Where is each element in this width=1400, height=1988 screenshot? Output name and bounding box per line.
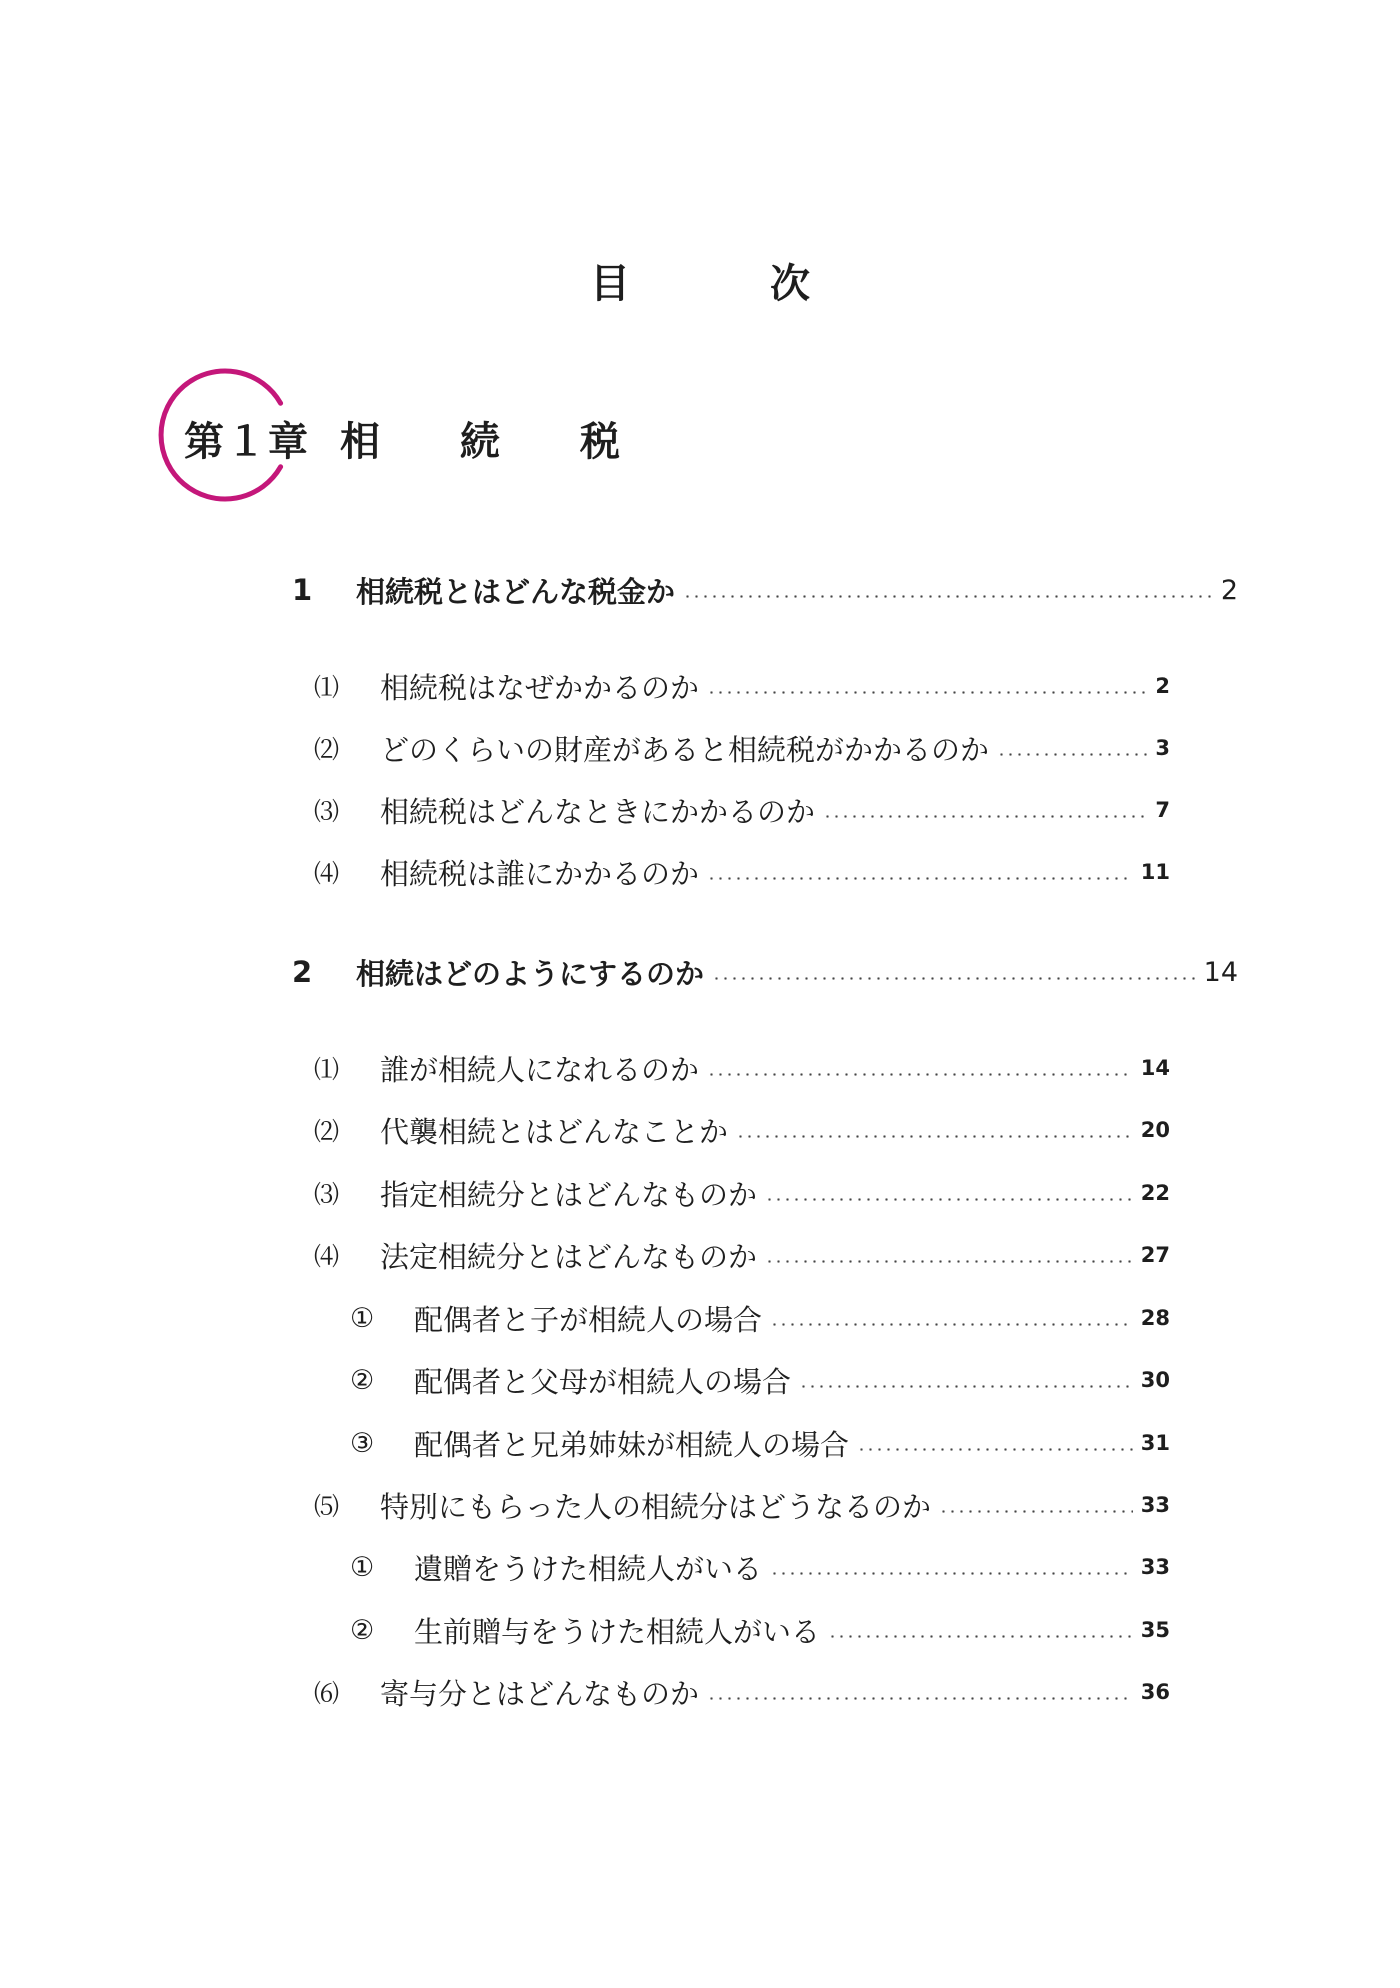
leader-dots xyxy=(939,1510,1133,1513)
toc-section-page: 2 xyxy=(1220,574,1238,606)
toc-section-title: 相続はどのようにするのか xyxy=(356,956,705,991)
toc-section[interactable] xyxy=(292,950,1238,994)
toc-subsection-page: 33 xyxy=(1140,1493,1170,1517)
toc-subsection-number: ⑵ xyxy=(314,735,340,764)
toc-subsection[interactable] xyxy=(314,1171,1170,1215)
toc-section-title: 相続税とはどんな税金か xyxy=(356,574,676,609)
toc-section-page: 14 xyxy=(1203,956,1238,988)
toc-subsection[interactable] xyxy=(314,664,1170,708)
toc-subsection-page: 22 xyxy=(1140,1181,1170,1205)
toc-subsection[interactable] xyxy=(314,1046,1170,1090)
toc-title-char: 目 xyxy=(590,261,630,307)
leader-dots xyxy=(765,1198,1133,1201)
toc-subsection[interactable] xyxy=(314,850,1170,894)
toc-title xyxy=(590,252,810,309)
toc-subsection[interactable] xyxy=(314,1483,1170,1527)
toc-subsubsection-title: 配偶者と子が相続人の場合 xyxy=(414,1302,763,1337)
toc-subsubsection[interactable] xyxy=(350,1545,1170,1589)
toc-subsection-number: ⑷ xyxy=(314,1242,340,1271)
toc-subsection-number: ⑷ xyxy=(314,859,340,888)
toc-subsection[interactable] xyxy=(314,726,1170,770)
leader-dots xyxy=(707,877,1133,880)
toc-subsection-page: 2 xyxy=(1155,674,1170,698)
toc-section[interactable] xyxy=(292,568,1238,612)
leader-dots xyxy=(736,1135,1133,1138)
toc-subsection-title: 誰が相続人になれるのか xyxy=(380,1052,700,1087)
toc-subsubsection-number: ① xyxy=(350,1551,375,1583)
toc-subsection-title: どのくらいの財産があると相続税がかかるのか xyxy=(380,732,990,767)
toc-subsubsection-number: ① xyxy=(350,1302,375,1334)
leader-dots xyxy=(857,1448,1133,1451)
toc-subsubsection[interactable] xyxy=(350,1421,1170,1465)
toc-subsubsection-page: 33 xyxy=(1140,1555,1170,1579)
toc-subsubsection-number: ② xyxy=(350,1614,375,1646)
toc-subsection-title: 相続税はなぜかかるのか xyxy=(380,670,700,705)
toc-subsection[interactable] xyxy=(314,1233,1170,1277)
toc-subsection-title: 寄与分とはどんなものか xyxy=(380,1676,700,1711)
chapter-heading xyxy=(184,408,700,468)
toc-subsection-number: ⑸ xyxy=(314,1492,340,1521)
toc-subsubsection-number: ② xyxy=(350,1364,375,1396)
leader-dots xyxy=(799,1385,1133,1388)
toc-subsection-title: 相続税はどんなときにかかるのか xyxy=(380,794,816,829)
toc-subsection-page: 14 xyxy=(1140,1056,1170,1080)
toc-subsection-page: 11 xyxy=(1140,860,1170,884)
chapter-title: 相続税 xyxy=(340,418,700,465)
toc-subsection[interactable] xyxy=(314,1108,1170,1152)
toc-subsection-page: 27 xyxy=(1140,1243,1170,1267)
toc-subsubsection-title: 遺贈をうけた相続人がいる xyxy=(414,1551,763,1586)
toc-subsection-title: 特別にもらった人の相続分はどうなるのか xyxy=(380,1489,932,1524)
toc-subsubsection-page: 35 xyxy=(1140,1618,1170,1642)
toc-subsection[interactable] xyxy=(314,788,1170,832)
toc-subsubsection-title: 配偶者と兄弟姉妹が相続人の場合 xyxy=(414,1427,850,1462)
toc-section-number: 1 xyxy=(292,573,313,607)
toc-subsubsection-title: 配偶者と父母が相続人の場合 xyxy=(414,1364,792,1399)
leader-dots xyxy=(707,691,1147,694)
toc-subsection[interactable] xyxy=(314,1670,1170,1714)
leader-dots xyxy=(707,1073,1133,1076)
toc-subsection-number: ⑹ xyxy=(314,1679,340,1708)
toc-subsection-title: 法定相続分とはどんなものか xyxy=(380,1239,758,1274)
leader-dots xyxy=(828,1635,1133,1638)
toc-subsection-title: 指定相続分とはどんなものか xyxy=(380,1177,758,1212)
toc-subsubsection-page: 30 xyxy=(1140,1368,1170,1392)
toc-subsubsection-page: 28 xyxy=(1140,1306,1170,1330)
leader-dots xyxy=(712,977,1196,980)
toc-subsection-page: 7 xyxy=(1155,798,1170,822)
toc-subsubsection[interactable] xyxy=(350,1358,1170,1402)
toc-subsection-number: ⑴ xyxy=(314,673,340,702)
leader-dots xyxy=(770,1572,1133,1575)
leader-dots xyxy=(707,1697,1133,1700)
toc-subsubsection[interactable] xyxy=(350,1608,1170,1652)
leader-dots xyxy=(765,1260,1133,1263)
toc-subsubsection-title: 生前贈与をうけた相続人がいる xyxy=(414,1614,821,1649)
toc-subsubsection-number: ③ xyxy=(350,1427,375,1459)
toc-subsection-page: 3 xyxy=(1155,736,1170,760)
toc-subsection-number: ⑴ xyxy=(314,1055,340,1084)
toc-subsubsection[interactable] xyxy=(350,1296,1170,1340)
toc-section-number: 2 xyxy=(292,955,313,989)
toc-subsection-page: 36 xyxy=(1140,1680,1170,1704)
toc-subsection-number: ⑶ xyxy=(314,1180,340,1209)
chapter-number: 第１章 xyxy=(184,418,310,465)
toc-subsection-title: 代襲相続とはどんなことか xyxy=(380,1114,729,1149)
leader-dots xyxy=(770,1323,1133,1326)
toc-subsection-title: 相続税は誰にかかるのか xyxy=(380,856,700,891)
leader-dots xyxy=(823,815,1147,818)
leader-dots xyxy=(683,595,1213,598)
leader-dots xyxy=(997,753,1147,756)
toc-subsection-page: 20 xyxy=(1140,1118,1170,1142)
toc-subsection-number: ⑵ xyxy=(314,1117,340,1146)
toc-subsubsection-page: 31 xyxy=(1140,1431,1170,1455)
toc-subsection-number: ⑶ xyxy=(314,797,340,826)
toc-title-char: 次 xyxy=(770,261,810,307)
